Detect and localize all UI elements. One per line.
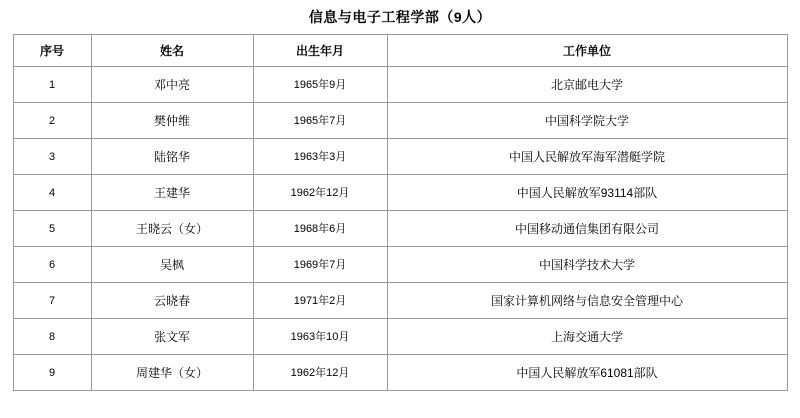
- cell-org: 中国移动通信集团有限公司: [387, 211, 787, 247]
- table-row: [13, 247, 787, 283]
- cell-seq: 5: [13, 211, 91, 247]
- cell-birth: 1962年12月: [253, 355, 387, 391]
- table-body: [13, 67, 787, 391]
- table-header-row: [13, 35, 787, 67]
- cell-name: 陆铭华: [91, 139, 253, 175]
- table-row: [13, 175, 787, 211]
- cell-org: 中国科学院大学: [387, 103, 787, 139]
- cell-name: 王晓云（女）: [91, 211, 253, 247]
- cell-name: 周建华（女）: [91, 355, 253, 391]
- cell-seq: 1: [13, 67, 91, 103]
- cell-seq: 2: [13, 103, 91, 139]
- cell-org: 北京邮电大学: [387, 67, 787, 103]
- table-row: [13, 103, 787, 139]
- cell-birth: 1965年7月: [253, 103, 387, 139]
- cell-name: 张文军: [91, 319, 253, 355]
- cell-org: 中国人民解放军61081部队: [387, 355, 787, 391]
- cell-seq: 8: [13, 319, 91, 355]
- column-header-birth: 出生年月: [253, 35, 387, 67]
- cell-name: 吴枫: [91, 247, 253, 283]
- cell-birth: 1963年10月: [253, 319, 387, 355]
- cell-seq: 4: [13, 175, 91, 211]
- cell-org: 中国人民解放军海军潜艇学院: [387, 139, 787, 175]
- column-header-org: 工作单位: [387, 35, 787, 67]
- cell-birth: 1962年12月: [253, 175, 387, 211]
- table-row: [13, 319, 787, 355]
- cell-birth: 1963年3月: [253, 139, 387, 175]
- cell-birth: 1968年6月: [253, 211, 387, 247]
- cell-name: 邓中亮: [91, 67, 253, 103]
- cell-birth: 1969年7月: [253, 247, 387, 283]
- table-row: [13, 139, 787, 175]
- table-row: [13, 355, 787, 391]
- cell-org: 国家计算机网络与信息安全管理中心: [387, 283, 787, 319]
- cell-name: 王建华: [91, 175, 253, 211]
- column-header-name: 姓名: [91, 35, 253, 67]
- table-row: [13, 283, 787, 319]
- page-title: 信息与电子工程学部（9人）: [308, 9, 492, 25]
- cell-org: 中国科学技术大学: [387, 247, 787, 283]
- cell-seq: 7: [13, 283, 91, 319]
- cell-org: 中国人民解放军93114部队: [387, 175, 787, 211]
- table-row: [13, 67, 787, 103]
- cell-name: 樊仲维: [91, 103, 253, 139]
- roster-table: [13, 34, 788, 391]
- cell-org: 上海交通大学: [387, 319, 787, 355]
- cell-seq: 6: [13, 247, 91, 283]
- cell-name: 云晓春: [91, 283, 253, 319]
- table-row: [13, 211, 787, 247]
- cell-birth: 1971年2月: [253, 283, 387, 319]
- cell-birth: 1965年9月: [253, 67, 387, 103]
- cell-seq: 9: [13, 355, 91, 391]
- column-header-seq: 序号: [13, 35, 91, 67]
- cell-seq: 3: [13, 139, 91, 175]
